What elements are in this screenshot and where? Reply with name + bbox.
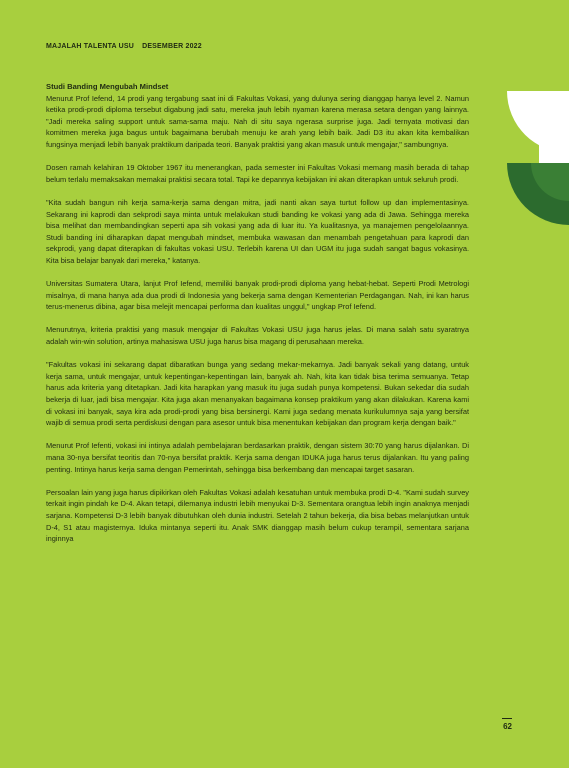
publication-name: MAJALAH TALENTA USU (46, 43, 135, 50)
article-paragraph: Menurut Prof Iefend, 14 prodi yang tergabung saat ini di Fakultas Vokasi, yang dulunya sering dianggap hanya level 2. Namun ketika prodi-prodi diploma tersebut digabung jadi satu, mereka jauh lebih nyaman karena merasa setara dengan yang lainnya. "Jadi mereka saling support untuk sama-sama maju. Nah di situ saya ngerasa surprise juga. Jadi ternyata motivasi dan komitmen mereka juga bagus untuk bagaimana berubah menuju ke arah yang lebih baik. Jadi D3 itu akan kita kembalikan fungsinya menjadi lebih banyak praktikum daripada teori. Banyak praktisi yang akan masuk untuk mengajar," sambungnya. (46, 93, 469, 149)
article-paragraph: Menurutnya, kriteria praktisi yang masuk mengajar di Fakultas Vokasi USU juga harus jelas. Di mana salah satu syaratnya adalah win-win solution, artinya mahasiswa USU juga harus bisa magang di perusahaan mereka. (46, 325, 469, 347)
article-paragraph: Dosen ramah kelahiran 19 Oktober 1967 itu menerangkan, pada semester ini Fakultas Vokasi memang masih berada di tahap belum terlalu memaksakan memakai praktisi secara total. Tapi ke depannya kebijakan ini akan diterapkan untuk seluruh prodi. (46, 163, 469, 184)
article-paragraph: "Fakultas vokasi ini sekarang dapat dibaratkan bunga yang sedang mekar-mekarnya. Jadi banyak sekali yang datang, untuk kerja sama, untuk mengajar, untuk kepentingan-kepentingan lain, banyak ah. Nah, kita kan tidak bisa terima semuanya. Tetap harus ada kriteria yang ditetapkan. Jadi kita harapkan yang masuk itu juga sudah punya kompetensi. Bukan sekedar dia sudah bekerja di luar, jadi bisa mengajar. Kita juga akan menanyakan bagaimana konsep praktikum yang akan dilakukan. Karena kami di vokasi ini banyak, saya kira ada prodi-prodi yang bisa bersinergi. Kami juga sedang menata kurikulumnya saja yang bersifat wajib di semua prodi serta perdiskusi dengan para asesor untuk bisa menentukan kebijakan dan program kerja dengan baik." (46, 360, 469, 428)
article-heading: Studi Banding Mengubah Mindset (46, 82, 169, 91)
white-square-shape (539, 137, 569, 167)
page-number: 62 (503, 722, 512, 731)
decorative-shapes (491, 91, 569, 225)
article-paragraph: Persoalan lain yang juga harus dipikirkan oleh Fakultas Vokasi adalah kesatuhan untuk membuka prodi D-4. "Kami sudah survey terkait ingin pindah ke D-4. Akan tetapi, dilemanya industri lebih menyukai D-3. Sementara orangtua lebih ingin anaknya menjadi sarjana. Kompetensi D-3 lebih banyak dibutuhkan oleh dunia industri. Setelah 2 tahun bekerja, dia bisa bebas melanjutkan untuk D-4, S1 atau magisternya. Iduka mintanya seperti itu. Anak SMK dianggap masih belum cukup terampil, sementara sarjana inginnya (46, 487, 469, 544)
page-number-rule (502, 718, 512, 719)
article-paragraph: Menurut Prof Iefenti, vokasi ini intinya adalah pembelajaran berdasarkan praktik, dengan sistem 30:70 yang harus dijalankan. Di mana 30-nya bersifat teoritis dan 70-nya bersifat praktik. Kerja sama dengan IDUKA juga harus terus dijalankan. Itu yang paling penting. Intinya harus kerja sama dengan Pemerintah, sehingga bisa berkembang dan mencapai target sasaran. (46, 441, 469, 474)
article-paragraph: "Kita sudah bangun nih kerja sama-kerja sama dengan mitra, jadi nanti akan saya turtut follow up dan implementasinya. Sekarang ini kaprodi dan sekprodi saya minta untuk melakukan studi banding ke vokasi yang ada di Jawa. Sehingga mereka bisa melihat dan membandingkan seperti apa sih vokasi yang ada di luar itu. Ya kualitasnya, ya manajemen pengelolaannya. Studi banding ini diharapkan dapat mengubah mindset, membuka wawasan dan menambah pengetahuan para kaprodi dan sekprodi, yang dapat diterapkan di fakultas vokasi USU. Terlebih karena UI dan UGM itu juga sudah sangat bagus vokasinya. Kita bisa belajar banyak dari mereka," katanya. (46, 197, 469, 265)
page-header (46, 43, 202, 50)
article-paragraph: Universitas Sumatera Utara, lanjut Prof Iefend, memiliki banyak prodi-prodi diploma yang hebat-hebat. Seperti Prodi Metrologi misalnya, di mana hanya ada dua prodi di Indonesia yang bekerja sama dengan Kementerian Perdagangan. Nah, ini kan harus terus-menerus dibina, agar bisa melejit mencapai performa dan kualitas unggul," ungkap Prof Iefend. (46, 279, 469, 312)
issue-date: DESEMBER 2022 (142, 43, 202, 50)
article-body (46, 81, 469, 556)
